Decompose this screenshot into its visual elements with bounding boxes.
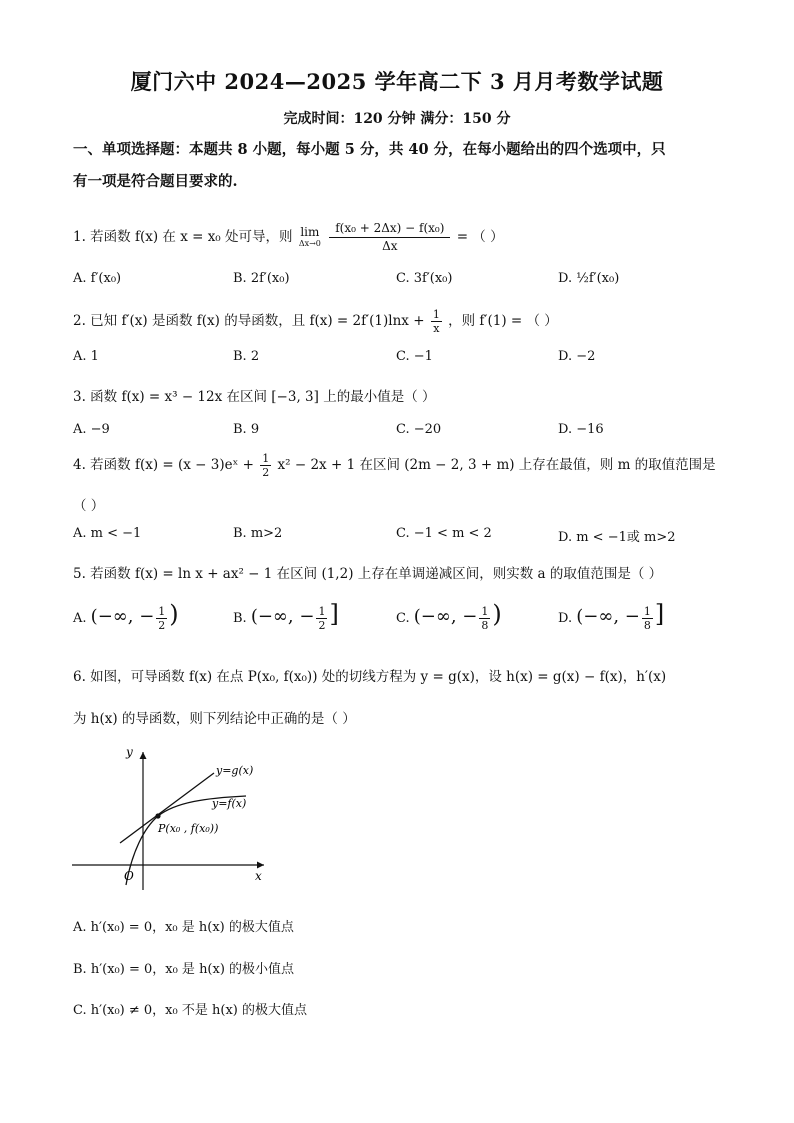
- question-6-line1: 6. 如图，可导函数 f(x) 在点 P(x₀, f(x₀)) 处的切线方程为 y = g(x)，设 h(x) = g(x) − f(x)，h′(x): [73, 669, 667, 685]
- q5-option-b-right: ]: [329, 600, 339, 628]
- q2-tail: ，则 f′(1) = （ ）: [448, 313, 558, 329]
- q3-option-c[interactable]: C. −20: [396, 422, 442, 437]
- q5-option-a-label: A.: [73, 611, 87, 626]
- section-heading-line2: 有一项是符合题目要求的.: [73, 173, 238, 190]
- q2-fraction: [431, 308, 442, 335]
- f-label: y=f(x): [212, 797, 247, 810]
- q5-option-a-right: ): [169, 600, 179, 628]
- q4-option-d[interactable]: D. m < −1或 m>2: [558, 530, 676, 545]
- q1-fraction: [329, 220, 450, 255]
- q1-limit: [299, 226, 321, 250]
- q5-option-c-left: (−∞, −: [413, 606, 478, 627]
- point-p: [155, 813, 160, 818]
- q1-limit-sub: Δx→0: [298, 238, 321, 248]
- question-5-stem: 5. 若函数 f(x) = ln x + ax² − 1 在区间 (1,2) 上存在单调递减区间，则实数 a 的取值范围是（ ）: [73, 566, 663, 582]
- q6-option-b[interactable]: B. h′(x₀) = 0，x₀ 是 h(x) 的极小值点: [73, 962, 295, 977]
- q5-option-a-left: (−∞, −: [90, 606, 155, 627]
- question-3-stem: 3. 函数 f(x) = x³ − 12x 在区间 [−3, 3] 上的最小值是（ ）: [73, 389, 436, 405]
- q5-option-c[interactable]: [396, 600, 502, 632]
- q2-stem-text: 2. 已知 f′(x) 是函数 f(x) 的导函数，且 f(x) = 2f′(1)lnx +: [73, 313, 425, 329]
- q5-option-c-num: 1: [481, 605, 489, 618]
- q2-option-b[interactable]: B. 2: [233, 349, 260, 364]
- q5-option-d-label: D.: [558, 611, 573, 626]
- y-axis-label: y: [126, 745, 133, 759]
- q2-frac-den: x: [433, 322, 440, 335]
- q5-option-b-den: 2: [318, 619, 326, 632]
- q3-option-b[interactable]: B. 9: [233, 422, 260, 437]
- question-4-stem: [73, 452, 716, 479]
- q6-option-a[interactable]: A. h′(x₀) = 0，x₀ 是 h(x) 的极大值点: [73, 920, 294, 935]
- q5-option-a-den: 2: [158, 619, 166, 632]
- q5-option-d-left: (−∞, −: [576, 606, 640, 627]
- q5-option-b-label: B.: [233, 611, 247, 626]
- q1-stem-text: 1. 若函数 f(x) 在 x = x₀ 处可导，则: [73, 229, 293, 245]
- exam-title: 厦门六中 2024—2025 学年高二下 3 月月考数学试题: [130, 69, 664, 94]
- q5-option-c-label: C.: [396, 611, 410, 626]
- q5-option-a[interactable]: [73, 600, 179, 632]
- q1-limit-text: lim: [300, 224, 320, 239]
- q5-option-d-right: ]: [654, 600, 665, 628]
- q5-option-c-frac: [479, 605, 490, 632]
- q4-option-b[interactable]: B. m>2: [233, 526, 283, 541]
- q6-option-c[interactable]: C. h′(x₀) ≠ 0，x₀ 不是 h(x) 的极大值点: [73, 1003, 307, 1018]
- q3-option-a[interactable]: A. −9: [73, 422, 110, 437]
- q1-tail: = （ ）: [456, 229, 504, 245]
- q1-denominator: Δx: [382, 239, 398, 253]
- p-label: P(x₀ , f(x₀)): [158, 822, 219, 835]
- q1-option-b[interactable]: B. 2f′(x₀): [233, 271, 290, 286]
- q5-option-d-frac: [642, 605, 653, 632]
- q3-option-d[interactable]: D. −16: [558, 422, 604, 437]
- q5-option-b-frac: [316, 605, 327, 632]
- q1-option-a[interactable]: A. f′(x₀): [73, 271, 122, 286]
- g-label: y=g(x): [216, 764, 254, 777]
- q5-option-c-right: ): [492, 600, 502, 628]
- q4-fraction: [260, 452, 271, 479]
- q4-frac-num: 1: [262, 452, 270, 465]
- q4-stem-a: 4. 若函数 f(x) = (x − 3)eˣ +: [73, 457, 254, 473]
- q5-option-d[interactable]: [558, 600, 664, 632]
- q5-option-a-frac: [156, 605, 167, 632]
- question-2-stem: [73, 308, 558, 335]
- question-6-line2: 为 h(x) 的导函数，则下列结论中正确的是（ ）: [73, 711, 356, 727]
- q5-option-d-den: 8: [643, 619, 651, 632]
- q5-option-b-left: (−∞, −: [250, 606, 315, 627]
- q2-option-d[interactable]: D. −2: [558, 349, 596, 364]
- q5-option-c-den: 8: [481, 619, 489, 632]
- question-1-stem: [73, 220, 504, 255]
- q2-option-a[interactable]: A. 1: [73, 349, 99, 364]
- q4-frac-den: 2: [262, 466, 270, 479]
- q2-option-c[interactable]: C. −1: [396, 349, 433, 364]
- q1-numerator: f(x₀ + 2Δx) − f(x₀): [329, 220, 450, 238]
- q4-option-a[interactable]: A. m < −1: [73, 526, 142, 541]
- q6-graph: [66, 740, 276, 900]
- q5-option-d-num: 1: [643, 605, 651, 618]
- q4-stem-b: x² − 2x + 1 在区间 (2m − 2, 3 + m) 上存在最值，则 m 的取值范围是: [277, 457, 716, 473]
- q5-option-b[interactable]: [233, 600, 339, 632]
- q1-option-c[interactable]: C. 3f′(x₀): [396, 271, 453, 286]
- section-heading-line1: 一、单项选择题：本题共 8 小题，每小题 5 分，共 40 分，在每小题给出的四个选项中，只: [73, 141, 666, 158]
- x-axis-label: x: [255, 869, 262, 883]
- origin-label: O: [124, 869, 134, 883]
- q4-stem-c: （ ）: [73, 498, 105, 514]
- exam-subtitle: 完成时间：120 分钟 满分：150 分: [283, 111, 511, 127]
- q2-frac-num: 1: [432, 308, 440, 321]
- q5-option-a-num: 1: [158, 605, 166, 618]
- q5-option-b-num: 1: [318, 605, 326, 618]
- q4-option-c[interactable]: C. −1 < m < 2: [396, 526, 492, 541]
- q1-option-d[interactable]: D. ½f′(x₀): [558, 271, 620, 286]
